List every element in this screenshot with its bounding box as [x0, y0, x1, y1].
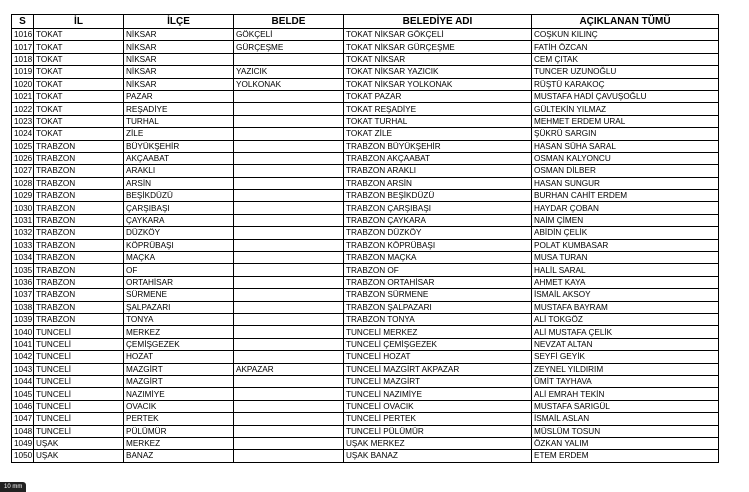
cell-il: TUNCELİ [34, 375, 124, 387]
cell-belde [234, 177, 344, 189]
cell-belde [234, 165, 344, 177]
table-row [12, 289, 719, 301]
cell-ilce: ÇEMİŞGEZEK [124, 338, 234, 350]
cell-il: TOKAT [34, 90, 124, 102]
cell-aciklanan: ÜMİT TAYHAVA [532, 375, 719, 387]
cell-s: 1016 [12, 29, 34, 41]
table-row [12, 103, 719, 115]
cell-aciklanan: HAYDAR ÇOBAN [532, 202, 719, 214]
cell-belde [234, 351, 344, 363]
cell-ilce: BANAZ [124, 450, 234, 462]
cell-aciklanan: ZEYNEL YILDIRIM [532, 363, 719, 375]
cell-belde [234, 313, 344, 325]
cell-ilce: NİKSAR [124, 41, 234, 53]
cell-aciklanan: MUSTAFA BAYRAM [532, 301, 719, 313]
table-row [12, 375, 719, 387]
cell-s: 1030 [12, 202, 34, 214]
cell-il: TOKAT [34, 29, 124, 41]
table-row [12, 363, 719, 375]
cell-ilce: TONYA [124, 313, 234, 325]
cell-ilce: MERKEZ [124, 437, 234, 449]
cell-s: 1039 [12, 313, 34, 325]
table-row [12, 53, 719, 65]
cell-s: 1040 [12, 326, 34, 338]
table-row [12, 227, 719, 239]
cell-s: 1027 [12, 165, 34, 177]
cell-belde [234, 128, 344, 140]
table-row [12, 128, 719, 140]
cell-il: TUNCELİ [34, 326, 124, 338]
cell-il: TRABZON [34, 301, 124, 313]
cell-belde [234, 140, 344, 152]
cell-il: UŞAK [34, 450, 124, 462]
cell-s: 1024 [12, 128, 34, 140]
cell-belde [234, 115, 344, 127]
table-row [12, 264, 719, 276]
table-row [12, 326, 719, 338]
cell-s: 1049 [12, 437, 34, 449]
cell-belediye: TRABZON ARSİN [344, 177, 532, 189]
cell-ilce: OF [124, 264, 234, 276]
cell-ilce: TURHAL [124, 115, 234, 127]
cell-belde [234, 388, 344, 400]
cell-belde: AKPAZAR [234, 363, 344, 375]
cell-belediye: TOKAT NİKSAR [344, 53, 532, 65]
cell-aciklanan: POLAT KUMBASAR [532, 239, 719, 251]
cell-ilce: NİKSAR [124, 53, 234, 65]
cell-belde [234, 227, 344, 239]
cell-il: TRABZON [34, 190, 124, 202]
table-row [12, 165, 719, 177]
header-ilce: İLÇE [124, 15, 234, 29]
cell-ilce: ARSİN [124, 177, 234, 189]
cell-belediye: TUNCELİ HOZAT [344, 351, 532, 363]
table-row [12, 90, 719, 102]
cell-belediye: TOKAT NİKSAR GÜRÇEŞME [344, 41, 532, 53]
cell-belediye: TUNCELİ MERKEZ [344, 326, 532, 338]
cell-ilce: NİKSAR [124, 78, 234, 90]
cell-ilce: MAZGİRT [124, 363, 234, 375]
cell-s: 1043 [12, 363, 34, 375]
cell-il: TOKAT [34, 41, 124, 53]
cell-s: 1050 [12, 450, 34, 462]
cell-belediye: TUNCELİ NAZIMİYE [344, 388, 532, 400]
cell-belediye: TRABZON ORTAHİSAR [344, 276, 532, 288]
header-s: S [12, 15, 34, 29]
cell-belediye: TUNCELİ OVACIK [344, 400, 532, 412]
cell-ilce: NİKSAR [124, 66, 234, 78]
table-row [12, 351, 719, 363]
cell-il: TUNCELİ [34, 413, 124, 425]
cell-belediye: TRABZON SÜRMENE [344, 289, 532, 301]
cell-s: 1028 [12, 177, 34, 189]
cell-il: TUNCELİ [34, 400, 124, 412]
cell-belediye: TRABZON MAÇKA [344, 252, 532, 264]
table-row [12, 313, 719, 325]
cell-ilce: KÖPRÜBAŞI [124, 239, 234, 251]
cell-ilce: AKÇAABAT [124, 152, 234, 164]
cell-il: TUNCELİ [34, 425, 124, 437]
cell-belde [234, 326, 344, 338]
cell-belde [234, 450, 344, 462]
cell-ilce: ARAKLI [124, 165, 234, 177]
cell-s: 1020 [12, 78, 34, 90]
cell-ilce: DÜZKÖY [124, 227, 234, 239]
cell-il: UŞAK [34, 437, 124, 449]
table-row [12, 301, 719, 313]
cell-aciklanan: ABİDİN ÇELİK [532, 227, 719, 239]
cell-aciklanan: RÜŞTÜ KARAKOÇ [532, 78, 719, 90]
cell-ilce: NİKSAR [124, 29, 234, 41]
header-il: İL [34, 15, 124, 29]
cell-belediye: TOKAT NİKSAR YOLKONAK [344, 78, 532, 90]
cell-ilce: MAÇKA [124, 252, 234, 264]
cell-belde [234, 190, 344, 202]
table-row [12, 177, 719, 189]
cell-belediye: TUNCELİ MAZGİRT AKPAZAR [344, 363, 532, 375]
cell-ilce: ZİLE [124, 128, 234, 140]
table-row [12, 338, 719, 350]
cell-il: TOKAT [34, 103, 124, 115]
table-row [12, 252, 719, 264]
cell-ilce: MERKEZ [124, 326, 234, 338]
table-row [12, 140, 719, 152]
cell-aciklanan: TUNCER UZUNOĞLU [532, 66, 719, 78]
table-row [12, 66, 719, 78]
cell-s: 1031 [12, 214, 34, 226]
header-belde: BELDE [234, 15, 344, 29]
table-row [12, 115, 719, 127]
table-row [12, 276, 719, 288]
cell-aciklanan: HASAN SÜHA SARAL [532, 140, 719, 152]
table-row [12, 388, 719, 400]
cell-il: TUNCELİ [34, 351, 124, 363]
cell-s: 1042 [12, 351, 34, 363]
cell-belde: GÜRÇEŞME [234, 41, 344, 53]
cell-s: 1032 [12, 227, 34, 239]
cell-il: TRABZON [34, 165, 124, 177]
cell-aciklanan: NEVZAT ALTAN [532, 338, 719, 350]
cell-belediye: TRABZON ARAKLI [344, 165, 532, 177]
cell-ilce: MAZGİRT [124, 375, 234, 387]
cell-aciklanan: ALİ TOKGÖZ [532, 313, 719, 325]
cell-belde [234, 53, 344, 65]
cell-ilce: ÇAYKARA [124, 214, 234, 226]
cell-aciklanan: İSMAİL AKSOY [532, 289, 719, 301]
cell-belde [234, 202, 344, 214]
municipality-table [11, 14, 719, 463]
cell-belde: YAZICIK [234, 66, 344, 78]
table-row [12, 29, 719, 41]
cell-belediye: TRABZON DÜZKÖY [344, 227, 532, 239]
table-row [12, 413, 719, 425]
cell-aciklanan: MEHMET ERDEM URAL [532, 115, 719, 127]
cell-s: 1045 [12, 388, 34, 400]
cell-aciklanan: OSMAN DİLBER [532, 165, 719, 177]
cell-belde [234, 252, 344, 264]
cell-ilce: PÜLÜMÜR [124, 425, 234, 437]
cell-s: 1035 [12, 264, 34, 276]
cell-s: 1023 [12, 115, 34, 127]
table-row [12, 437, 719, 449]
cell-il: TUNCELİ [34, 363, 124, 375]
cell-il: TRABZON [34, 227, 124, 239]
cell-belediye: TOKAT NİKSAR YAZICIK [344, 66, 532, 78]
cell-belediye: TUNCELİ ÇEMİŞGEZEK [344, 338, 532, 350]
cell-belde [234, 239, 344, 251]
cell-s: 1036 [12, 276, 34, 288]
cell-il: TRABZON [34, 289, 124, 301]
cell-belde [234, 425, 344, 437]
cell-aciklanan: İSMAİL ASLAN [532, 413, 719, 425]
cell-s: 1037 [12, 289, 34, 301]
cell-aciklanan: ETEM ERDEM [532, 450, 719, 462]
table-row [12, 78, 719, 90]
cell-s: 1046 [12, 400, 34, 412]
cell-aciklanan: MUSTAFA SARIGÜL [532, 400, 719, 412]
cell-ilce: BEŞİKDÜZÜ [124, 190, 234, 202]
cell-s: 1029 [12, 190, 34, 202]
cell-s: 1025 [12, 140, 34, 152]
cell-belde: GÖKÇELİ [234, 29, 344, 41]
cell-belediye: TUNCELİ PÜLÜMÜR [344, 425, 532, 437]
cell-belediye: TOKAT REŞADİYE [344, 103, 532, 115]
table-row [12, 202, 719, 214]
cell-belediye: TOKAT PAZAR [344, 90, 532, 102]
cell-ilce: PERTEK [124, 413, 234, 425]
cell-belediye: TUNCELİ MAZGİRT [344, 375, 532, 387]
cell-ilce: BÜYÜKŞEHİR [124, 140, 234, 152]
cell-aciklanan: ALİ MUSTAFA ÇELİK [532, 326, 719, 338]
table-row [12, 152, 719, 164]
cell-s: 1019 [12, 66, 34, 78]
cell-belediye: TRABZON BÜYÜKŞEHİR [344, 140, 532, 152]
cell-belediye: TRABZON TONYA [344, 313, 532, 325]
cell-il: TRABZON [34, 214, 124, 226]
cell-il: TOKAT [34, 78, 124, 90]
cell-il: TRABZON [34, 239, 124, 251]
cell-belde [234, 338, 344, 350]
cell-s: 1047 [12, 413, 34, 425]
cell-il: TOKAT [34, 128, 124, 140]
cell-il: TRABZON [34, 313, 124, 325]
cell-ilce: ŞALPAZARI [124, 301, 234, 313]
header-row [12, 15, 719, 29]
cell-aciklanan: GÜLTEKİN YILMAZ [532, 103, 719, 115]
cell-belediye: TRABZON ÇARŞIBAŞI [344, 202, 532, 214]
cell-belde [234, 276, 344, 288]
cell-il: TRABZON [34, 140, 124, 152]
cell-aciklanan: HALİL SARAL [532, 264, 719, 276]
table-row [12, 41, 719, 53]
cell-aciklanan: BURHAN CAHİT ERDEM [532, 190, 719, 202]
cell-il: TRABZON [34, 276, 124, 288]
header-belediye: BELEDİYE ADI [344, 15, 532, 29]
cell-s: 1018 [12, 53, 34, 65]
cell-belde [234, 214, 344, 226]
cell-belediye: TRABZON KÖPRÜBAŞI [344, 239, 532, 251]
cell-aciklanan: HASAN SUNGUR [532, 177, 719, 189]
cell-ilce: HOZAT [124, 351, 234, 363]
cell-il: TUNCELİ [34, 338, 124, 350]
cell-il: TUNCELİ [34, 388, 124, 400]
cell-s: 1048 [12, 425, 34, 437]
cell-il: TRABZON [34, 252, 124, 264]
cell-il: TOKAT [34, 53, 124, 65]
cell-ilce: REŞADİYE [124, 103, 234, 115]
cell-aciklanan: CEM ÇITAK [532, 53, 719, 65]
cell-belediye: TOKAT TURHAL [344, 115, 532, 127]
cell-ilce: PAZAR [124, 90, 234, 102]
cell-aciklanan: NAİM ÇİMEN [532, 214, 719, 226]
cell-aciklanan: OSMAN KALYONCU [532, 152, 719, 164]
cell-il: TRABZON [34, 177, 124, 189]
cell-aciklanan: ŞÜKRÜ SARGIN [532, 128, 719, 140]
cell-aciklanan: ÖZKAN YALIM [532, 437, 719, 449]
cell-belde [234, 375, 344, 387]
cell-belediye: TUNCELİ PERTEK [344, 413, 532, 425]
cell-s: 1021 [12, 90, 34, 102]
cell-belde [234, 437, 344, 449]
cell-aciklanan: MUSA TURAN [532, 252, 719, 264]
cell-belediye: TRABZON OF [344, 264, 532, 276]
cell-il: TOKAT [34, 66, 124, 78]
cell-ilce: SÜRMENE [124, 289, 234, 301]
cell-s: 1033 [12, 239, 34, 251]
cell-aciklanan: MÜSLÜM TOSUN [532, 425, 719, 437]
cell-belediye: UŞAK MERKEZ [344, 437, 532, 449]
table-row [12, 450, 719, 462]
cell-belediye: TRABZON ŞALPAZARI [344, 301, 532, 313]
cell-belediye: TRABZON ÇAYKARA [344, 214, 532, 226]
cell-belde [234, 301, 344, 313]
cell-ilce: ÇARŞIBAŞI [124, 202, 234, 214]
cell-aciklanan: AHMET KAYA [532, 276, 719, 288]
table-row [12, 425, 719, 437]
cell-aciklanan: MUSTAFA HADİ ÇAVUŞOĞLU [532, 90, 719, 102]
cell-belde [234, 289, 344, 301]
cell-belediye: TRABZON BEŞİKDÜZÜ [344, 190, 532, 202]
table-row [12, 239, 719, 251]
cell-aciklanan: ALİ EMRAH TEKİN [532, 388, 719, 400]
cell-s: 1017 [12, 41, 34, 53]
cell-s: 1041 [12, 338, 34, 350]
cell-belde: YOLKONAK [234, 78, 344, 90]
cell-belde [234, 90, 344, 102]
table-row [12, 214, 719, 226]
cell-aciklanan: SEYFİ GEYİK [532, 351, 719, 363]
cell-s: 1044 [12, 375, 34, 387]
cell-s: 1038 [12, 301, 34, 313]
cell-s: 1026 [12, 152, 34, 164]
table-row [12, 400, 719, 412]
cell-il: TRABZON [34, 202, 124, 214]
table-row [12, 190, 719, 202]
cell-il: TRABZON [34, 264, 124, 276]
cell-belediye: TOKAT ZİLE [344, 128, 532, 140]
cell-belde [234, 103, 344, 115]
cell-belde [234, 400, 344, 412]
cell-ilce: OVACIK [124, 400, 234, 412]
cell-s: 1034 [12, 252, 34, 264]
cell-belediye: TRABZON AKÇAABAT [344, 152, 532, 164]
cell-il: TRABZON [34, 152, 124, 164]
header-aciklanan: AÇIKLANAN TÜMÜ [532, 15, 719, 29]
cell-s: 1022 [12, 103, 34, 115]
cell-belde [234, 264, 344, 276]
cell-belde [234, 413, 344, 425]
cell-belediye: UŞAK BANAZ [344, 450, 532, 462]
cell-ilce: NAZIMİYE [124, 388, 234, 400]
cell-belediye: TOKAT NİKSAR GÖKÇELİ [344, 29, 532, 41]
cell-aciklanan: FATİH ÖZCAN [532, 41, 719, 53]
cell-belde [234, 152, 344, 164]
scale-badge: 10 mm [0, 482, 26, 492]
cell-aciklanan: COŞKUN KILINÇ [532, 29, 719, 41]
cell-ilce: ORTAHİSAR [124, 276, 234, 288]
cell-il: TOKAT [34, 115, 124, 127]
